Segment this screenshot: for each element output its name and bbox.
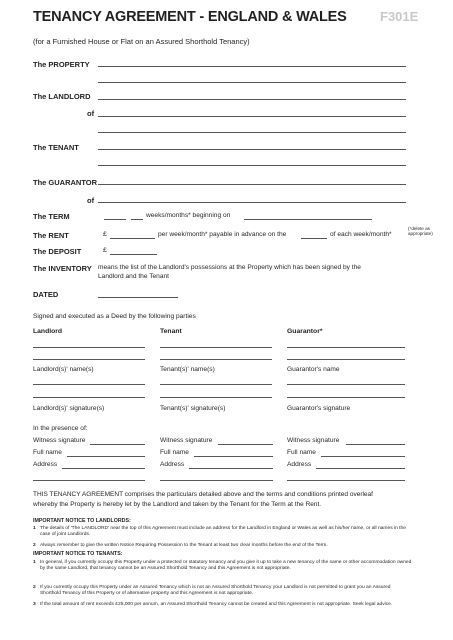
- form-code: F301E: [380, 9, 419, 24]
- landlord-witness-address-line-2[interactable]: [33, 480, 145, 481]
- property-line-1[interactable]: [98, 66, 406, 67]
- tenant-signature-caption: Tenant(s)' signature(s): [160, 405, 226, 412]
- witness-intro: In the presence of:: [33, 425, 88, 432]
- guarantor-witness-fullname-line[interactable]: [321, 456, 405, 457]
- tenant-signature-line-2[interactable]: [160, 397, 272, 398]
- tenants-notice-3-text: If the total amount of rent exceeds £25,000 per annum, an Assured Shorthold Tenancy cannot be created and this Agreement is not appropriate. Seek legal advice.: [40, 602, 393, 607]
- tenant-witness-address-line-2[interactable]: [160, 480, 273, 481]
- document-subtitle: (for a Furnished House or Flat on an Assured Shorthold Tenancy): [33, 37, 250, 46]
- rent-day-field[interactable]: [301, 238, 327, 239]
- signatures-intro: Signed and executed as a Deed by the following parties: [33, 313, 196, 320]
- tenant-name-line-1[interactable]: [160, 347, 272, 348]
- tenant-label: The TENANT: [33, 143, 79, 152]
- inventory-label: The INVENTORY: [33, 264, 92, 273]
- landlord-signature-line-1[interactable]: [33, 384, 145, 385]
- landlord-of-label: of: [87, 109, 95, 118]
- tenant-witness-fullname-label: Full name: [160, 449, 189, 456]
- guarantor-signature-line-1[interactable]: [287, 384, 405, 385]
- rent-currency: £: [103, 231, 107, 238]
- tenants-notice-2-text: If you currently occupy this Property under an Assured Tenancy which is not an Assured Shorthold Tenancy your Landlord is not permitted to grant you an Assured Shorthold Tenancy of this Property or of alternative property and this Agreement is not appropriate.: [40, 585, 391, 596]
- agreement-statement-line-1: THIS TENANCY AGREEMENT comprises the particulars detailed above and the terms and conditions printed overleaf: [33, 491, 373, 498]
- guarantor-line[interactable]: [98, 184, 406, 185]
- rent-text-1: per week/month* payable in advance on the: [158, 231, 287, 238]
- tenant-name-line-2[interactable]: [160, 359, 272, 360]
- guarantor-name-caption: Guarantor's name: [287, 366, 340, 373]
- document-title: TENANCY AGREEMENT - ENGLAND & WALES: [33, 9, 347, 25]
- tenant-witness-fullname-line[interactable]: [194, 456, 273, 457]
- deposit-currency: £: [103, 247, 107, 254]
- guarantor-witness-signature-line[interactable]: [346, 444, 405, 445]
- tenants-notice-1-number: 1: [33, 560, 36, 565]
- landlords-notice-1-number: 1: [33, 526, 36, 531]
- landlord-line[interactable]: [98, 99, 406, 100]
- tenant-signature-line-1[interactable]: [160, 384, 272, 385]
- agreement-statement-line-2: whereby the Property is hereby let by the Landlord and taken by the Tenant for the Term at the Rent.: [33, 501, 322, 508]
- property-label: The PROPERTY: [33, 60, 90, 69]
- landlord-witness-signature-label: Witness signature: [33, 437, 86, 444]
- landlord-witness-fullname-line[interactable]: [67, 456, 145, 457]
- rent-amount-field[interactable]: [110, 238, 155, 239]
- tenant-witness-signature-line[interactable]: [218, 444, 273, 445]
- guarantor-witness-fullname-label: Full name: [287, 449, 316, 456]
- guarantor-label: The GUARANTOR: [33, 178, 98, 187]
- landlord-witness-fullname-label: Full name: [33, 449, 62, 456]
- guarantor-address-line[interactable]: [98, 202, 406, 203]
- guarantor-witness-address-line-1[interactable]: [316, 468, 405, 469]
- landlord-name-line-1[interactable]: [33, 347, 145, 348]
- landlord-name-caption: Landlord(s)' name(s): [33, 366, 94, 373]
- tenants-notice-1-text: In general, if you currently occupy this Property under a protected or statutory tenancy and you give it up to take a new tenancy of the same or other accommodation owned by the same Landlord, that tenancy cannot be an Assured Shorthold Tenancy and this Agreement is not appropriate.: [40, 560, 412, 571]
- landlord-witness-signature-line[interactable]: [90, 444, 145, 445]
- guarantor-of-label: of: [87, 196, 95, 205]
- tenant-witness-address-label: Address: [160, 461, 185, 468]
- deposit-label: The DEPOSIT: [33, 247, 82, 256]
- tenants-notice-2-number: 2: [33, 585, 36, 590]
- landlord-signature-caption: Landlord(s)' signature(s): [33, 405, 105, 412]
- inventory-text-2: Landlord and the Tenant: [98, 273, 170, 280]
- tenant-witness-signature-label: Witness signature: [160, 437, 213, 444]
- term-text: weeks/months* beginning on: [146, 212, 231, 219]
- guarantor-name-line-1[interactable]: [287, 347, 405, 348]
- guarantor-signature-line-2[interactable]: [287, 397, 405, 398]
- landlord-name-line-2[interactable]: [33, 359, 145, 360]
- landlords-notice-heading: IMPORTANT NOTICE TO LANDLORDS:: [33, 518, 131, 524]
- landlords-notice-1-text: The details of 'The LANDLORD' near the top of this Agreement must include an address for the Landlord in England or Wales as well as his/her name, or all names in the case of joint Landlords.: [40, 526, 406, 537]
- rent-delete-note: (*delete as appropriate): [408, 226, 433, 237]
- landlord-witness-address-line-1[interactable]: [62, 468, 145, 469]
- tenant-witness-address-line-1[interactable]: [189, 468, 273, 469]
- rent-text-2: of each week/month*: [330, 231, 392, 238]
- term-label: The TERM: [33, 212, 70, 221]
- inventory-text-1: means the list of the Landlord's possessions at the Property which has been signed by the: [98, 264, 361, 271]
- term-length-field-2[interactable]: [131, 219, 143, 220]
- deposit-amount-field[interactable]: [110, 254, 157, 255]
- dated-label: DATED: [33, 290, 59, 299]
- guarantor-column-heading: Guarantor*: [287, 328, 323, 335]
- tenant-name-caption: Tenant(s)' name(s): [160, 366, 215, 373]
- guarantor-signature-caption: Guarantor's signature: [287, 405, 351, 412]
- tenant-column-heading: Tenant: [160, 328, 182, 335]
- property-line-2[interactable]: [98, 82, 406, 83]
- landlord-label: The LANDLORD: [33, 92, 91, 101]
- guarantor-witness-address-line-2[interactable]: [287, 480, 405, 481]
- guarantor-witness-address-label: Address: [287, 461, 312, 468]
- tenant-line-2[interactable]: [98, 165, 406, 166]
- landlord-witness-address-label: Address: [33, 461, 58, 468]
- term-start-date-field[interactable]: [244, 219, 372, 220]
- landlord-address-line-1[interactable]: [98, 116, 406, 117]
- landlords-notice-2-number: 2: [33, 543, 36, 548]
- tenants-notice-3-number: 3: [33, 602, 36, 607]
- landlords-notice-2-text: Always remember to give the written Notice Requiring Possession to the Tenant at least two clear months before the end of the Term.: [40, 543, 328, 548]
- guarantor-witness-signature-label: Witness signature: [287, 437, 340, 444]
- guarantor-name-line-2[interactable]: [287, 359, 405, 360]
- term-length-field[interactable]: [104, 219, 126, 220]
- tenant-line-1[interactable]: [98, 149, 406, 150]
- landlord-signature-line-2[interactable]: [33, 397, 145, 398]
- landlord-address-line-2[interactable]: [98, 132, 406, 133]
- rent-label: The RENT: [33, 231, 69, 240]
- tenants-notice-heading: IMPORTANT NOTICE TO TENANTS:: [33, 551, 123, 557]
- dated-field[interactable]: [98, 297, 178, 298]
- landlord-column-heading: Landlord: [33, 328, 63, 335]
